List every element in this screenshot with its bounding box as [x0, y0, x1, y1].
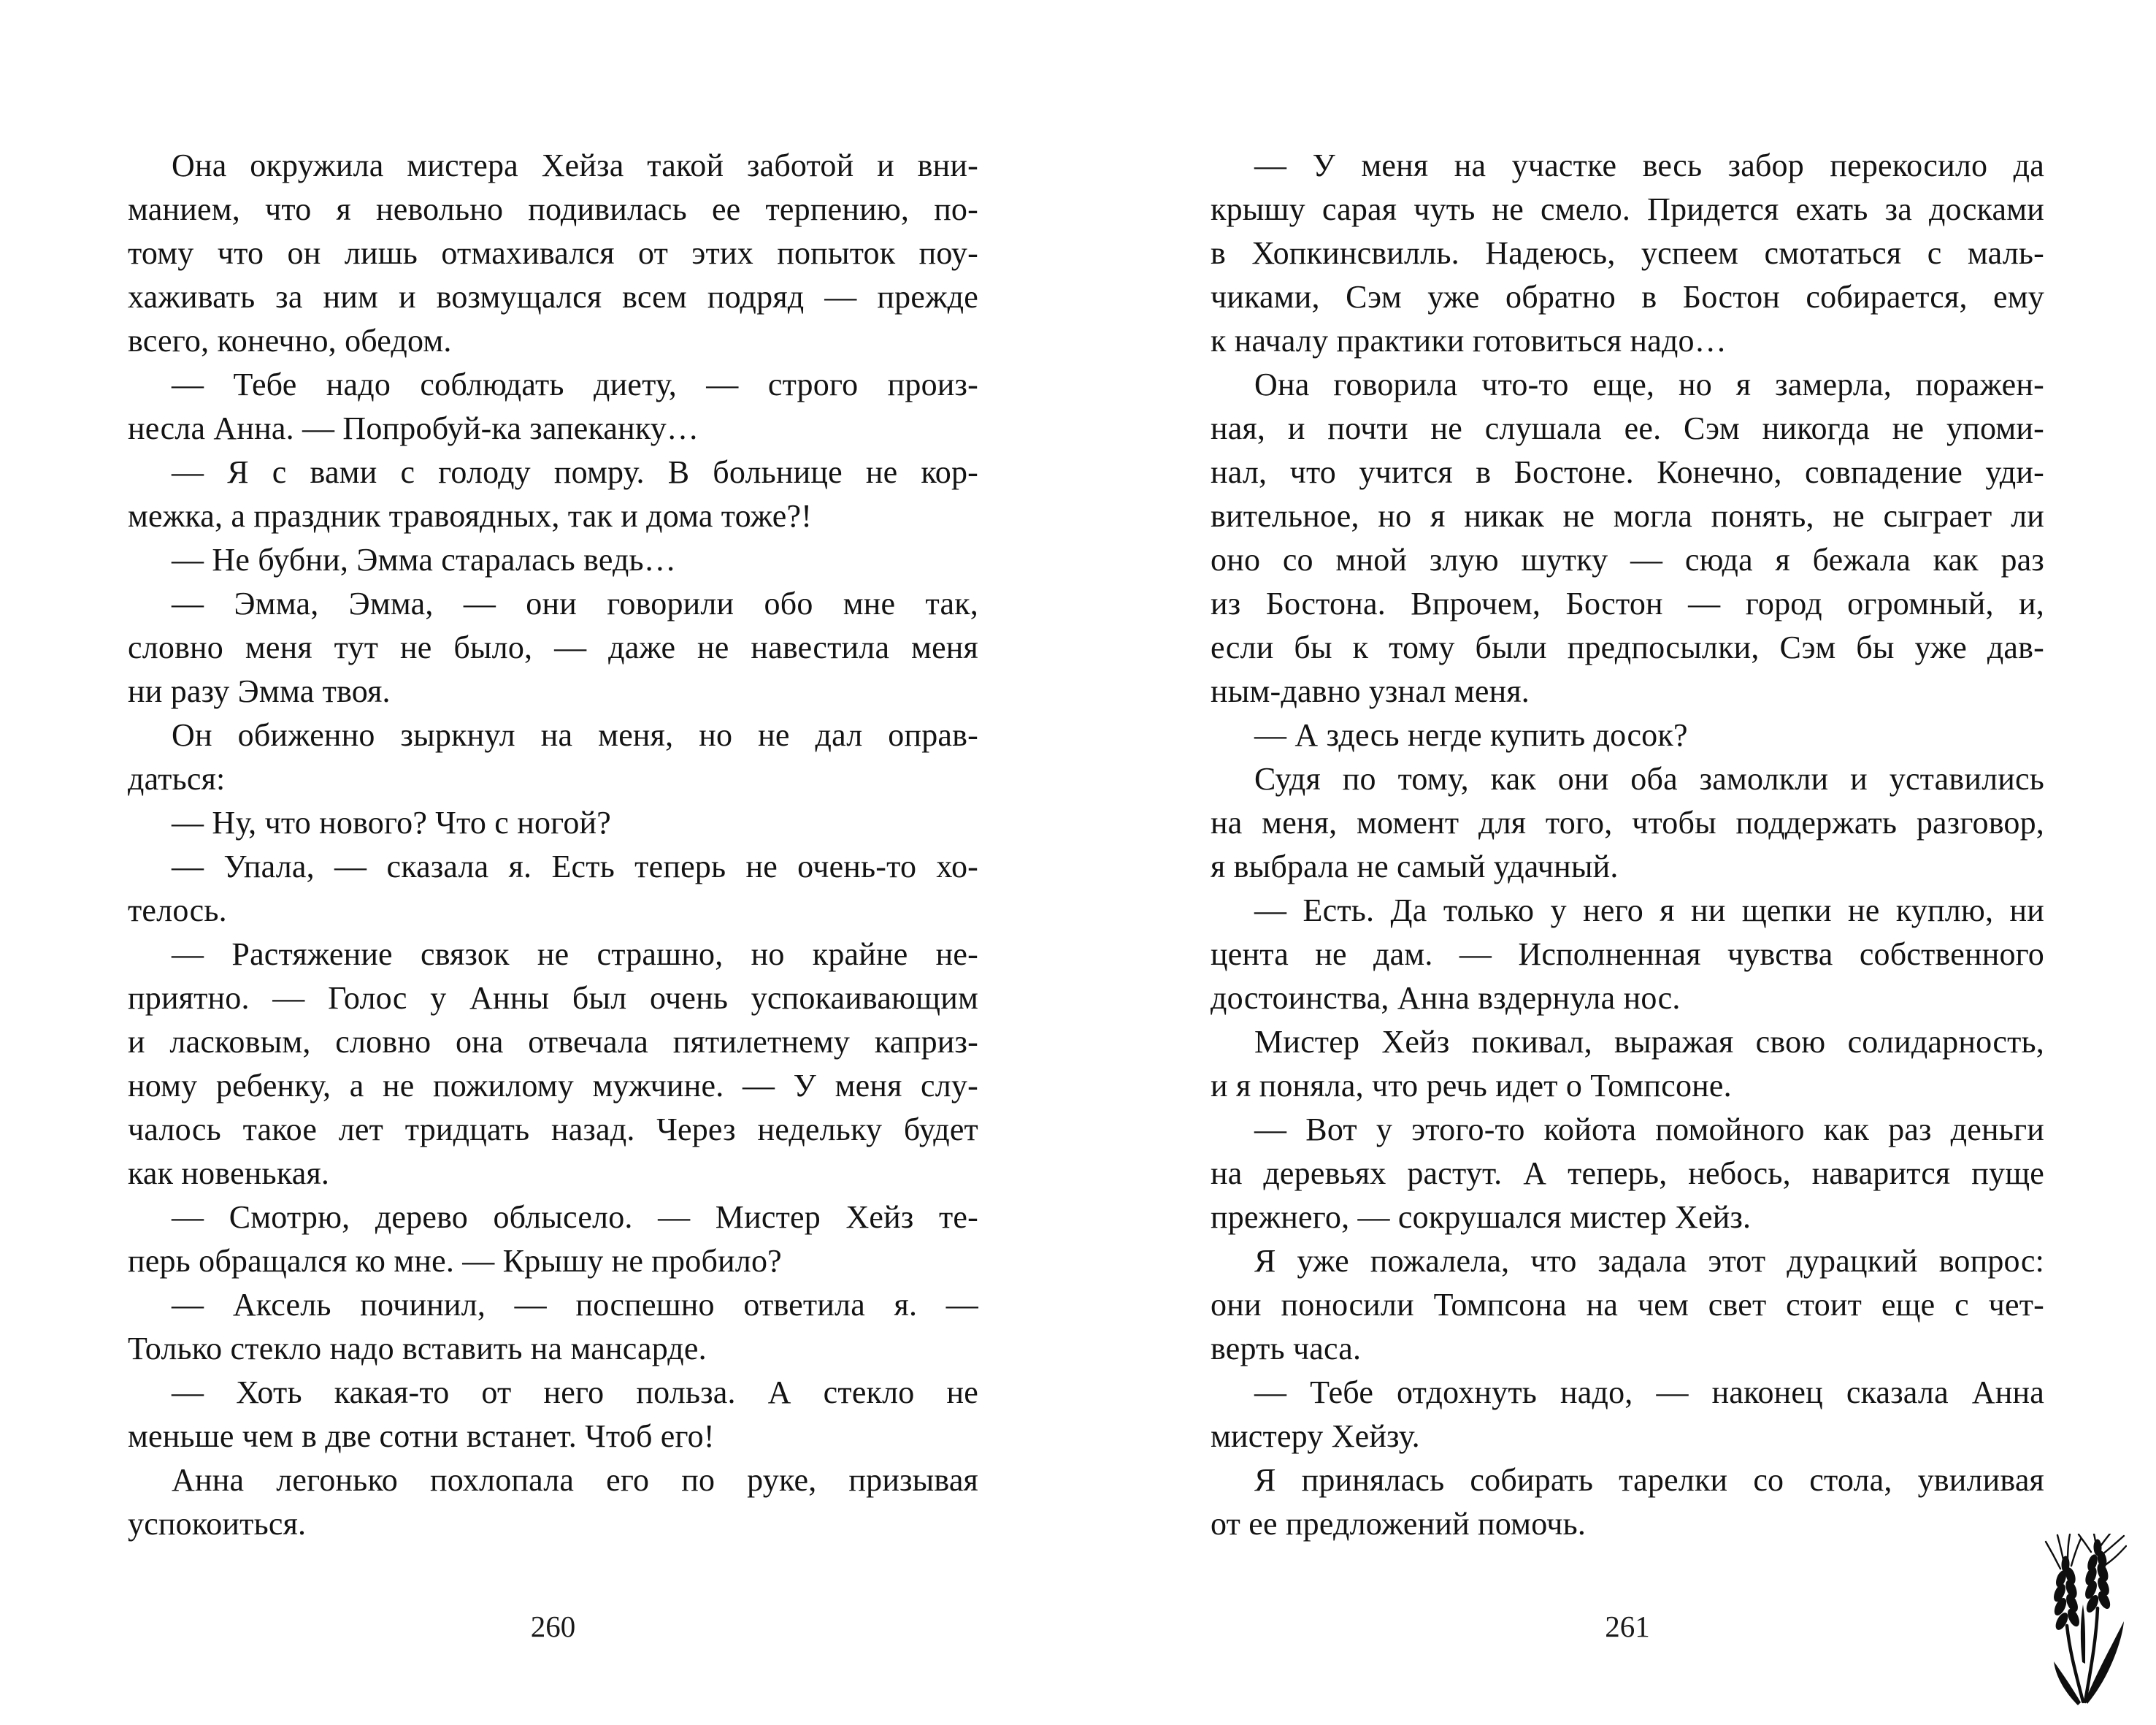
text-line: ни разу Эмма твоя.	[128, 673, 391, 709]
text-column-left	[128, 144, 978, 1546]
text-line: на деревьях растут. А теперь, небось, наварится пуще	[1211, 1155, 2044, 1191]
text-line: вительное, но я никак не могла понять, не сыграет ли	[1211, 498, 2044, 534]
text-line: манием, что я невольно подивилась ее терпению, по-	[128, 191, 978, 227]
text-line: и ласковым, словно она отвечала пятилетнему каприз-	[128, 1024, 978, 1060]
text-line: перь обращался ко мне. — Крышу не пробило?	[128, 1243, 782, 1279]
text-line: Она говорила что-то еще, но я замерла, поражен-	[1254, 367, 2044, 402]
text-line: несла Анна. — Попробуй-ка запеканку…	[128, 410, 699, 446]
text-line: — Смотрю, дерево облысело. — Мистер Хейз те-	[172, 1199, 978, 1235]
text-line: ному ребенку, а не пожилому мужчине. — У меня слу-	[128, 1068, 978, 1104]
text-line: и я поняла, что речь идет о Томпсоне.	[1211, 1068, 1732, 1104]
text-line: всего, конечно, обедом.	[128, 323, 452, 359]
text-line: телось.	[128, 892, 227, 928]
text-line: чиками, Сэм уже обратно в Бостон собирается, ему	[1211, 279, 2044, 315]
text-line: на меня, момент для того, чтобы поддержать разговор,	[1211, 805, 2044, 841]
text-line: Я принялась собирать тарелки со стола, увиливая	[1254, 1462, 2044, 1498]
text-line: — Растяжение связок не страшно, но крайне не-	[172, 936, 978, 972]
text-line: — Вот у этого-то койота помойного как раз деньги	[1254, 1112, 2044, 1147]
text-line: — Хоть какая-то от него польза. А стекло не	[172, 1374, 978, 1410]
text-line: ным-давно узнал меня.	[1211, 673, 1530, 709]
text-line: приятно. — Голос у Анны был очень успокаивающим	[128, 980, 978, 1016]
text-line: прежнего, — сокрушался мистер Хейз.	[1211, 1199, 1752, 1235]
wheat-decoration	[2041, 1534, 2127, 1705]
text-line: — Я с вами с голоду помру. В больнице не кор-	[172, 454, 978, 490]
text-line: Анна легонько похлопала его по руке, призывая	[172, 1462, 978, 1498]
text-line: если бы к тому были предпосылки, Сэм бы уже дав-	[1211, 630, 2044, 665]
text-line: от ее предложений помочь.	[1211, 1506, 1587, 1542]
text-line: — У меня на участке весь забор перекосило да	[1254, 148, 2044, 183]
text-line: Только стекло надо вставить на мансарде.	[128, 1331, 707, 1366]
text-line: — Аксель починил, — поспешно ответила я. —	[172, 1287, 978, 1323]
text-line: — Тебе отдохнуть надо, — наконец сказала Анна	[1254, 1374, 2044, 1410]
text-line: хаживать за ним и возмущался всем подряд — прежде	[128, 279, 978, 315]
text-line: Я уже пожалела, что задала этот дурацкий вопрос:	[1254, 1243, 2044, 1279]
text-line: Он обиженно зыркнул на меня, но не дал оправ-	[172, 717, 978, 753]
text-line: Мистер Хейз покивал, выражая свою солидарность,	[1254, 1024, 2044, 1060]
text-line: словно меня тут не было, — даже не навестила меня	[128, 630, 978, 665]
text-line: — Тебе надо соблюдать диету, — строго произ-	[172, 367, 978, 402]
text-line: успокоиться.	[128, 1506, 307, 1542]
page-number-right: 261	[1605, 1610, 1650, 1643]
text-line: они поносили Томпсона на чем свет стоит еще с чет-	[1211, 1287, 2044, 1323]
text-line: оно со мной злую шутку — сюда я бежала как раз	[1211, 542, 2044, 578]
text-line: как новенькая.	[128, 1155, 330, 1191]
text-line: мистеру Хейзу.	[1211, 1418, 1420, 1454]
text-line: в Хопкинсвилль. Надеюсь, успеем смотаться с маль-	[1211, 235, 2044, 271]
text-line: крышу сарая чуть не смело. Придется ехать за досками	[1211, 191, 2044, 227]
text-line: цента не дам. — Исполненная чувства собственного	[1211, 936, 2044, 972]
text-line: — А здесь негде купить досок?	[1254, 717, 1688, 753]
text-line: — Не бубни, Эмма старалась ведь…	[172, 542, 677, 578]
page-number-left: 260	[530, 1610, 576, 1643]
text-line: к началу практики готовиться надо…	[1211, 323, 1727, 359]
text-line: достоинства, Анна вздернула нос.	[1211, 980, 1681, 1016]
text-line: меньше чем в две сотни встанет. Чтоб его!	[128, 1418, 715, 1454]
text-line: — Ну, что нового? Что с ногой?	[172, 805, 611, 841]
text-line: даться:	[128, 761, 226, 797]
text-line: чалось такое лет тридцать назад. Через недельку будет	[128, 1112, 978, 1147]
text-line: Судя по тому, как они оба замолкли и уставились	[1254, 761, 2044, 797]
text-line: — Есть. Да только у него я ни щепки не куплю, ни	[1254, 892, 2044, 928]
text-line: я выбрала не самый удачный.	[1211, 849, 1619, 884]
text-column-right	[1211, 144, 2044, 1546]
text-line: тому что он лишь отмахивался от этих попыток поу-	[128, 235, 978, 271]
text-line: нал, что учится в Бостоне. Конечно, совпадение уди-	[1211, 454, 2044, 490]
text-line: ная, и почти не слушала ее. Сэм никогда не упоми-	[1211, 410, 2044, 446]
text-line: — Упала, — сказала я. Есть теперь не очень-то хо-	[172, 849, 978, 884]
text-line: из Бостона. Впрочем, Бостон — город огромный, и,	[1211, 586, 2044, 621]
text-line: межка, а праздник травоядных, так и дома тоже?!	[128, 498, 813, 534]
text-line: — Эмма, Эмма, — они говорили обо мне так,	[172, 586, 978, 621]
text-line: Она окружила мистера Хейза такой заботой и вни-	[172, 148, 978, 183]
text-line: верть часа.	[1211, 1331, 1362, 1366]
